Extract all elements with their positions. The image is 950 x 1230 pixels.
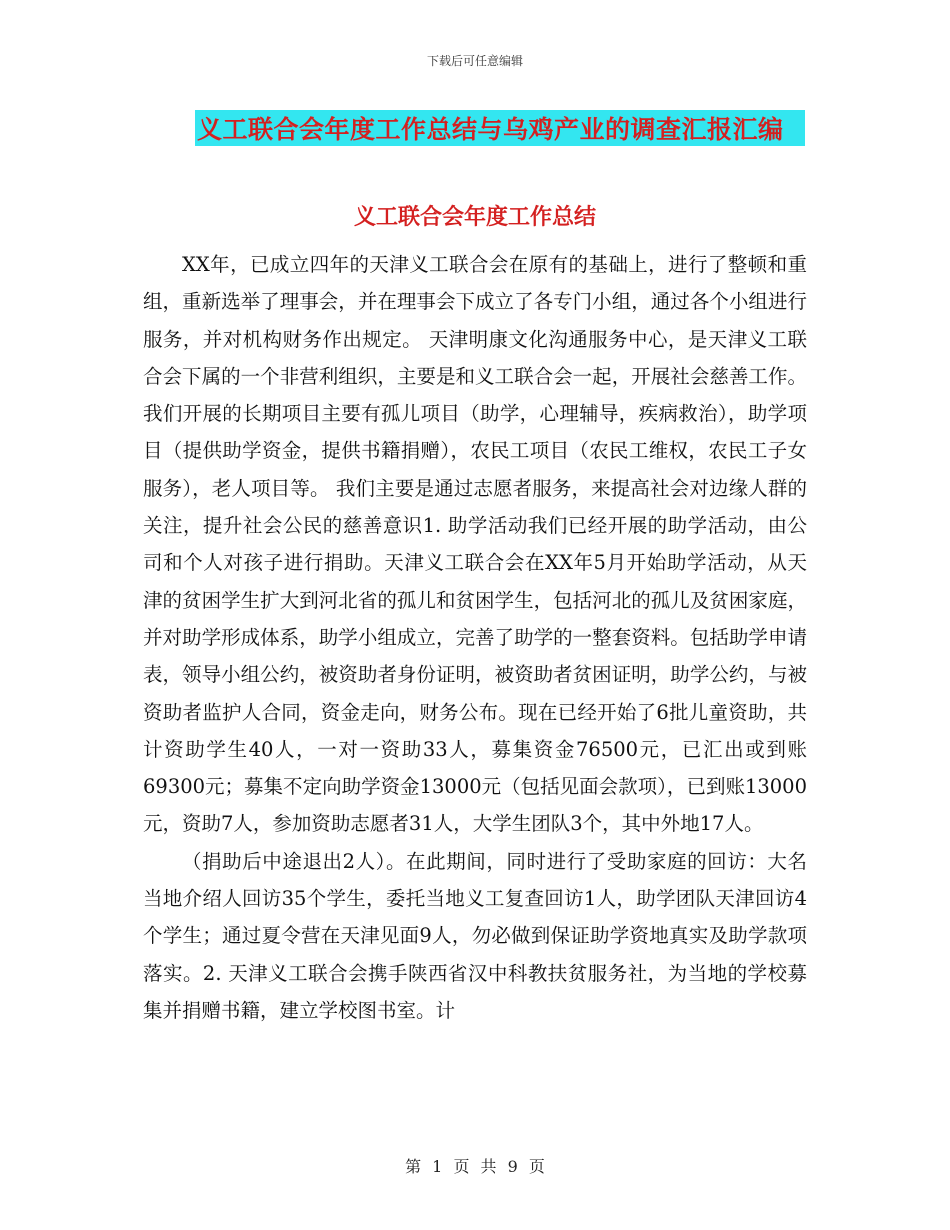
paragraph: XX年，已成立四年的天津义工联合会在原有的基础上，进行了整顿和重组，重新选举了理事会，并在理事会下成立了各专门小组，通过各个小组进行服务，并对机构财务作出规定。 天津明康文化沟通服务中心，是天津义工联合会下属的一个非营利组织，主要是和义工联合会一起，开展社会慈善工作。我们开展的长期项目主要有孤儿项目（助学，心理辅导，疾病救治），助学项目（提供助学资金，提供书籍捐赠），农民工项目（农民工维权，农民工子女服务），老人项目等。 我们主要是通过志愿者服务，来提高社会对边缘人群的关注，提升社会公民的慈善意识1. 助学活动我们已经开展的助学活动，由公司和个人对孩子进行捐助。天津义工联合会在XX年5月开始助学活动，从天津的贫困学生扩大到河北省的孤儿和贫困学生，包括河北的孤儿及贫困家庭，并对助学形成体系，助学小组成立，完善了助学的一整套资料。包括助学申请表，领导小组公约，被资助者身份证明，被资助者贫困证明，助学公约，与被资助者监护人合同，资金走向，财务公布。现在已经开始了6批儿童资助，共计资助学生40人，一对一资助33人，募集资金76500元，已汇出或到账69300元；募集不定向助学资金13000元（包括见面会款项），已到账13000元，资助7人，参加资助志愿者31人，大学生团队3个，其中外地17人。: [143, 253, 807, 836]
main-title-highlight: [195, 110, 805, 146]
header-note: 下载后可任意编辑: [426, 54, 523, 68]
section-title: 义工联合会年度工作总结: [353, 205, 596, 230]
paragraph: （捐助后中途退出2人）。在此期间，同时进行了受助家庭的回访：大名当地介绍人回访35个学生，委托当地义工复查回访1人，助学团队天津回访4个学生；通过夏令营在天津见面9人，勿必做到保证助学资地真实及助学款项落实。2. 天津义工联合会携手陕西省汉中科教扶贫服务社，为当地的学校募集并捐赠书籍，建立学校图书室。计: [143, 849, 807, 1022]
main-title: 义工联合会年度工作总结与乌鸡产业的调查汇报汇编: [197, 115, 784, 144]
body-text: [143, 246, 807, 1029]
page-footer: 第 1 页 共 9 页: [405, 1157, 545, 1176]
